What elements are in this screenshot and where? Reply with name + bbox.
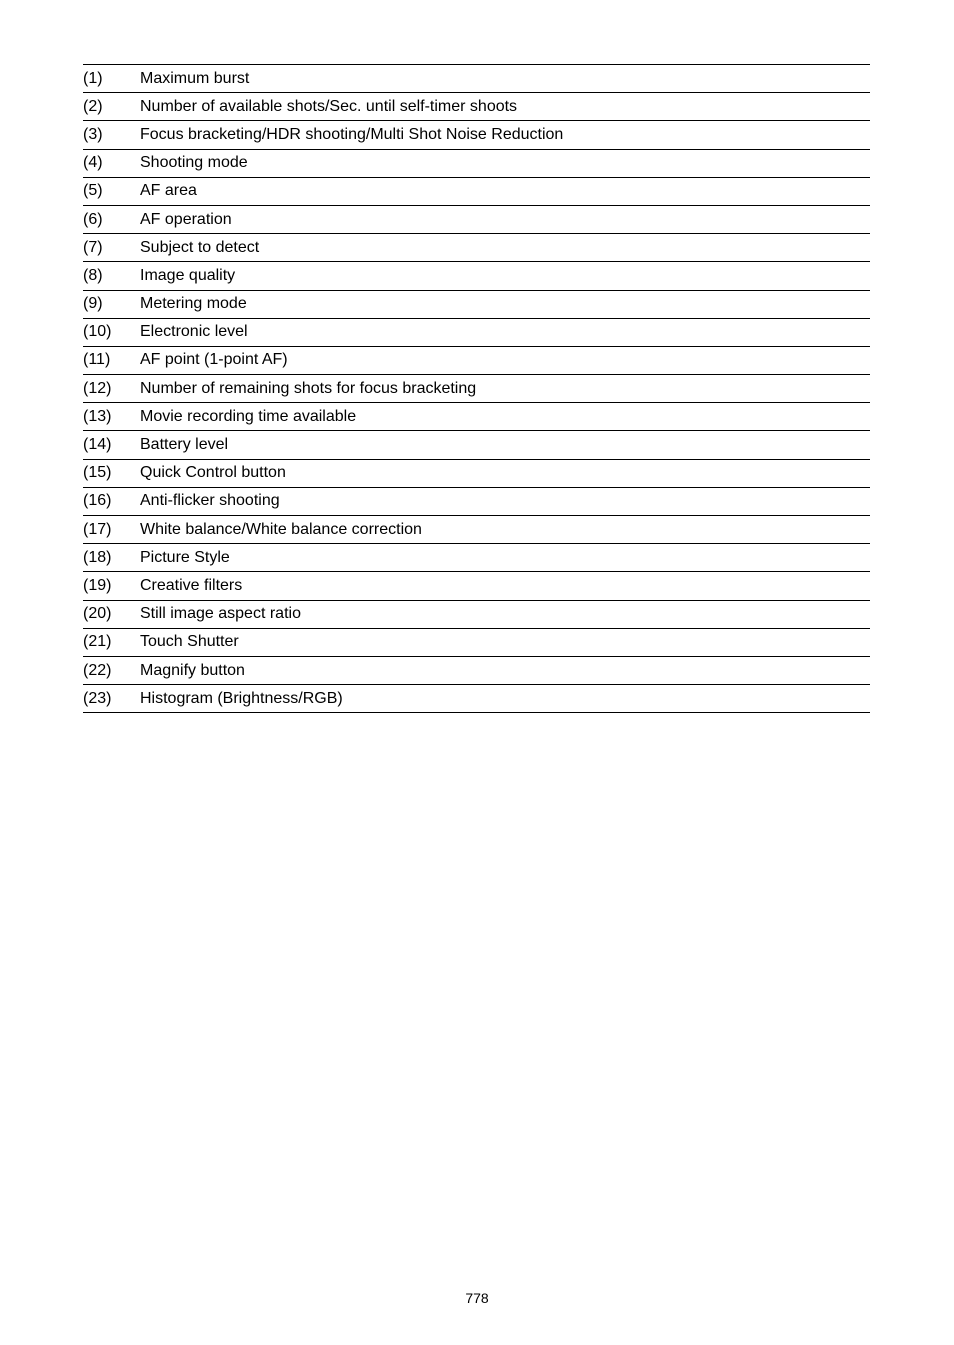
item-number: (3) [83, 121, 140, 149]
item-number: (7) [83, 234, 140, 262]
table-row [83, 234, 870, 262]
table-row [83, 685, 870, 713]
table-row [83, 149, 870, 177]
item-number: (18) [83, 544, 140, 572]
item-label: Metering mode [140, 290, 870, 318]
item-number: (2) [83, 93, 140, 121]
item-label: Electronic level [140, 318, 870, 346]
item-label: Number of remaining shots for focus bracketing [140, 375, 870, 403]
item-number: (10) [83, 318, 140, 346]
item-label: Maximum burst [140, 65, 870, 93]
item-label: Image quality [140, 262, 870, 290]
item-number: (8) [83, 262, 140, 290]
table-row [83, 290, 870, 318]
item-label: AF area [140, 177, 870, 205]
item-label: Movie recording time available [140, 403, 870, 431]
page-number: 778 [465, 1290, 489, 1306]
item-label: Battery level [140, 431, 870, 459]
table-row [83, 65, 870, 93]
item-number: (6) [83, 205, 140, 233]
item-number: (1) [83, 65, 140, 93]
item-number: (12) [83, 375, 140, 403]
item-number: (11) [83, 346, 140, 374]
item-number: (23) [83, 685, 140, 713]
item-number: (19) [83, 572, 140, 600]
item-label: Touch Shutter [140, 628, 870, 656]
item-number: (16) [83, 487, 140, 515]
table-row [83, 600, 870, 628]
table-row [83, 93, 870, 121]
item-label: Number of available shots/Sec. until self-timer shoots [140, 93, 870, 121]
table-row [83, 318, 870, 346]
item-label: Focus bracketing/HDR shooting/Multi Shot Noise Reduction [140, 121, 870, 149]
table-row [83, 177, 870, 205]
item-number: (4) [83, 149, 140, 177]
table-row [83, 628, 870, 656]
table-row [83, 656, 870, 684]
item-number: (13) [83, 403, 140, 431]
item-number: (22) [83, 656, 140, 684]
item-label: Still image aspect ratio [140, 600, 870, 628]
table-row [83, 375, 870, 403]
item-label: Anti-flicker shooting [140, 487, 870, 515]
table-row [83, 487, 870, 515]
table-row [83, 459, 870, 487]
table-row [83, 516, 870, 544]
item-number: (15) [83, 459, 140, 487]
item-number: (20) [83, 600, 140, 628]
table-row [83, 431, 870, 459]
item-label: Subject to detect [140, 234, 870, 262]
table-row [83, 205, 870, 233]
table-row [83, 346, 870, 374]
table-row [83, 403, 870, 431]
item-label: Quick Control button [140, 459, 870, 487]
table-row [83, 572, 870, 600]
item-number: (5) [83, 177, 140, 205]
item-label: Creative filters [140, 572, 870, 600]
item-label: Shooting mode [140, 149, 870, 177]
item-label: AF operation [140, 205, 870, 233]
item-label: AF point (1-point AF) [140, 346, 870, 374]
item-number: (21) [83, 628, 140, 656]
table-row [83, 262, 870, 290]
legend-body [83, 65, 870, 713]
table-row [83, 544, 870, 572]
table-row [83, 121, 870, 149]
item-number: (17) [83, 516, 140, 544]
item-label: Picture Style [140, 544, 870, 572]
item-label: Magnify button [140, 656, 870, 684]
legend-table [83, 64, 870, 713]
item-label: White balance/White balance correction [140, 516, 870, 544]
item-number: (9) [83, 290, 140, 318]
item-label: Histogram (Brightness/RGB) [140, 685, 870, 713]
item-number: (14) [83, 431, 140, 459]
